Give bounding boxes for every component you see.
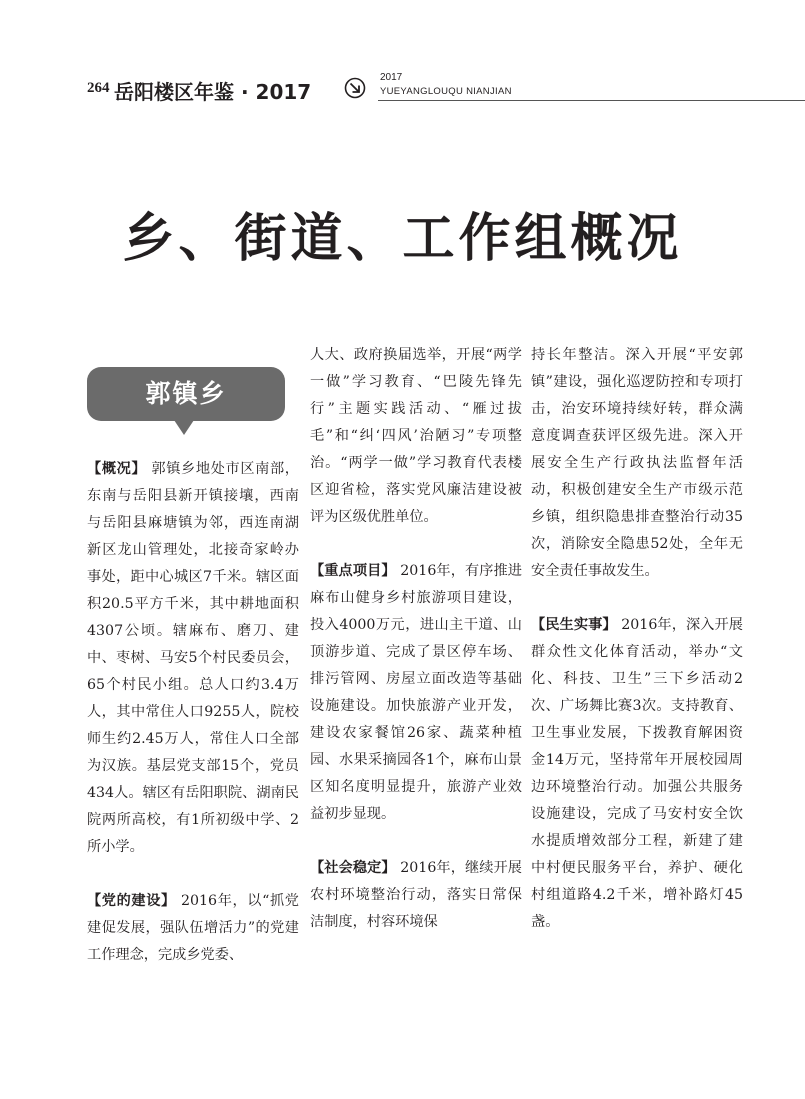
paragraph-text: 2016年，有序推进麻布山健身乡村旅游项目建设，投入4000万元，进山主干道、山顶游步道、完成了景区停车场、排污管网、房屋立面改造等基础设施建设。加快旅游产业开发，建设农家餐馆26家、蔬菜种植园、水果采摘园各1个，麻布山景区知名度明显提升，旅游产业效益初步显现。: [310, 563, 522, 822]
paragraph-text: 2016年，深入开展群众性文化体育活动，举办“文化、科技、卫生”三下乡活动2次、广场舞比赛3次。支持教育、卫生事业发展，下拨教育解困资金14万元，坚持常年开展校园周边环境整治行动。加强公共服务设施建设，完成了马安村安全饮水提质增效部分工程，新建了建中村便民服务平台，养护、硬化村组道路4.2千米，增补路灯45盏。: [531, 617, 743, 930]
circle-arrow-down-right-icon: [344, 77, 366, 99]
paragraph-text: 人大、政府换届选举，开展“两学一做”学习教育、“巴陵先锋先行”主题实践活动、“雁过拔毛”和“纠‘四风’治陋习”专项整治。“两学一做”学习教育代表楼区迎省检，落实党风廉洁建设被评为区级优胜单位。: [310, 347, 522, 525]
paragraph-social-stability: [310, 855, 522, 936]
paragraph-text: 2016年，继续开展农村环境整治行动，落实日常保洁制度，村容环境保: [310, 860, 522, 930]
paragraph-livelihood: [531, 612, 743, 936]
paragraph-continued: [310, 342, 522, 531]
text-column-1: [87, 456, 299, 996]
chapter-title: 乡、街道、工作组概况: [122, 208, 683, 269]
paragraph-label: 【党的建设】: [87, 893, 176, 909]
header-pinyin: YUEYANGLOUQU NIANJIAN: [380, 86, 512, 97]
paragraph-party-building: [87, 888, 299, 969]
paragraph-label: 【重点项目】: [310, 563, 396, 579]
text-column-2: [310, 342, 522, 963]
paragraph-label: 【社会稳定】: [310, 860, 396, 876]
bubble-tail: [174, 420, 194, 435]
paragraph-text: 持长年整洁。深入开展“平安郭镇”建设，强化巡逻防控和专项打击，治安环境持续好转，群众满意度调查获评区级先进。深入开展安全生产行政执法监督年活动，积极创建安全生产市级示范乡镇，组织隐患排查整治行动35次，消除安全隐患52处，全年无安全责任事故发生。: [531, 347, 743, 579]
book-title: 岳阳楼区年鉴 · 2017: [114, 80, 312, 104]
header-year: 2017: [380, 72, 403, 83]
paragraph-text: 2016年，以“抓党建促发展，强队伍增活力”的党建工作理念，完成乡党委、: [87, 893, 299, 963]
paragraph-label: 【概况】: [87, 461, 147, 477]
paragraph-text: 郭镇乡地处市区南部，东南与岳阳县新开镇接壤，西南与岳阳县麻塘镇为邻，西连南湖新区龙山管理处，北接奇家岭办事处，距中心城区7千米。辖区面积20.5平方千米，其中耕地面积4307公顷。辖麻布、磨刀、建中、枣树、马安5个村民委员会，65个村民小组。总人口约3.4万人，其中常住人口9255人，院校师生约2.45万人，常住人口全部为汉族。基层党支部15个，党员434人。辖区有岳阳职院、湖南民院两所高校，有1所初级中学、2所小学。: [87, 461, 299, 855]
paragraph-key-projects: [310, 558, 522, 828]
section-heading-bubble: 郭镇乡: [87, 367, 285, 421]
running-header: [0, 72, 805, 112]
paragraph-overview: [87, 456, 299, 861]
paragraph-label: 【民生实事】: [531, 617, 617, 633]
header-rule: [378, 100, 805, 101]
page-number: 264: [87, 80, 110, 96]
text-column-3: [531, 342, 743, 963]
paragraph-continued: [531, 342, 743, 585]
